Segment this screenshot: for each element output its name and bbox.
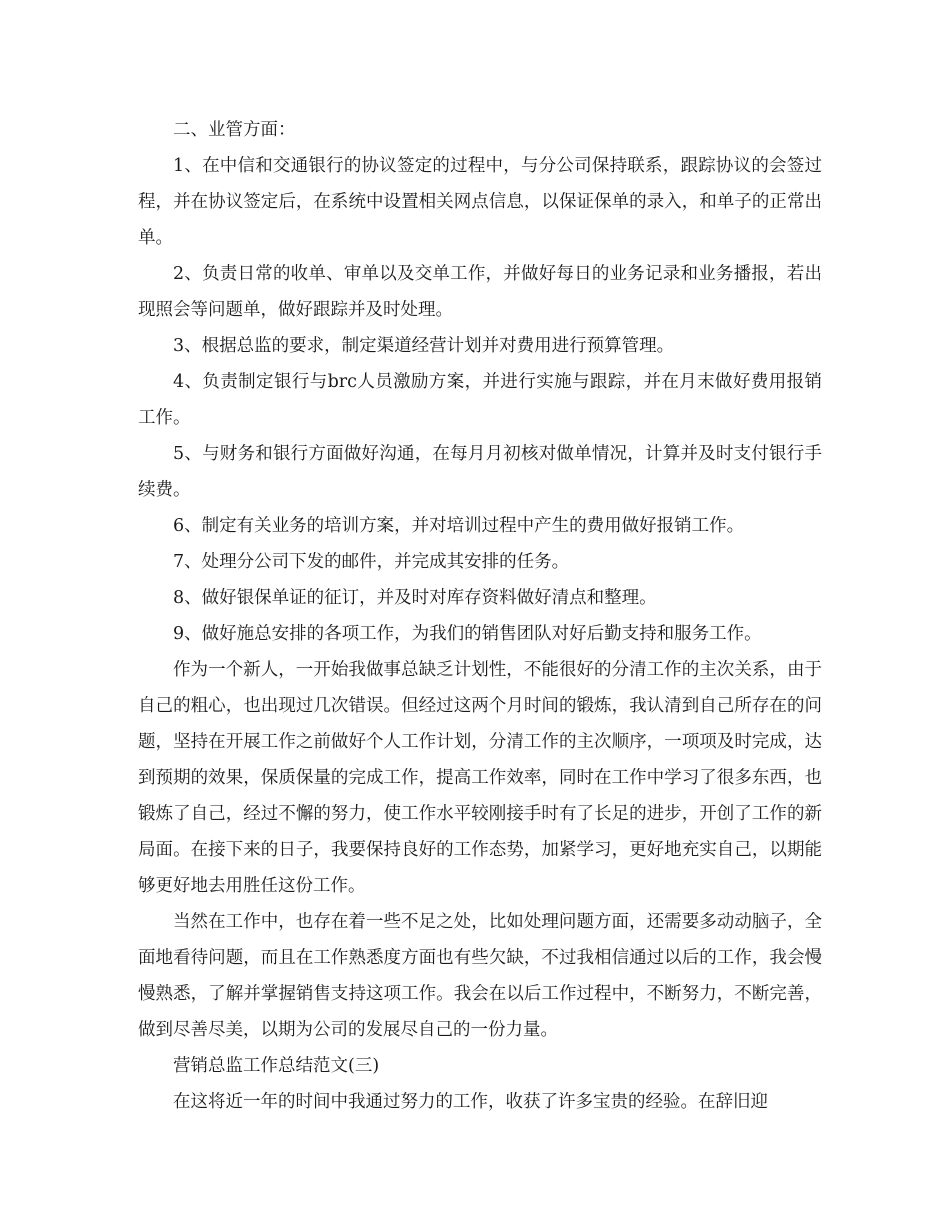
list-item: 4、负责制定银行与brc人员激励方案，并进行实施与跟踪，并在月末做好费用报销工作。 — [138, 372, 822, 428]
section-heading: 二、业管方面： — [173, 120, 296, 140]
list-item: 5、与财务和银行方面做好沟通，在每月月初核对做单情况，计算并及时支付银行手续费。 — [138, 444, 822, 500]
section-title: 营销总监工作总结范文(三) — [173, 1056, 380, 1076]
list-item: 7、处理分公司下发的邮件，并完成其安排的任务。 — [173, 552, 570, 572]
list-item: 2、负责日常的收单、审单以及交单工作，并做好每日的业务记录和业务播报，若出现照会等问题单，做好跟踪并及时处理。 — [138, 264, 822, 320]
body-paragraph: 作为一个新人，一开始我做事总缺乏计划性，不能很好的分清工作的主次关系，由于自己的粗心，也出现过几次错误。但经过这两个月时间的锻炼，我认清到自己所存在的问题，坚持在开展工作之前做好个人工作计划，分清工作的主次顺序，一项项及时完成，达到预期的效果，保质保量的完成工作，提高工作效率，同时在工作中学习了很多东西，也锻炼了自己，经过不懈的努力，使工作水平较刚接手时有了长足的进步，开创了工作的新局面。在接下来的日子，我要保持良好的工作态势，加紧学习，更好地充实自己，以期能够更好地去用胜任这份工作。 — [138, 660, 822, 896]
document-page — [138, 112, 822, 1120]
list-item: 6、制定有关业务的培训方案，并对培训过程中产生的费用做好报销工作。 — [173, 516, 745, 536]
list-item: 3、根据总监的要求，制定渠道经营计划并对费用进行预算管理。 — [173, 336, 675, 356]
list-item: 9、做好施总安排的各项工作，为我们的销售团队对好后勤支持和服务工作。 — [173, 624, 762, 644]
list-item: 8、做好银保单证的征订，并及时对库存资料做好清点和整理。 — [173, 588, 657, 608]
body-paragraph: 当然在工作中，也存在着一些不足之处，比如处理问题方面，还需要多动动脑子，全面地看待问题，而且在工作熟悉度方面也有些欠缺，不过我相信通过以后的工作，我会慢慢熟悉，了解并掌握销售支持这项工作。我会在以后工作过程中，不断努力，不断完善，做到尽善尽美，以期为公司的发展尽自己的一份力量。 — [138, 912, 822, 1040]
list-item: 1、在中信和交通银行的协议签定的过程中，与分公司保持联系，跟踪协议的会签过程，并在协议签定后，在系统中设置相关网点信息，以保证保单的录入，和单子的正常出单。 — [138, 156, 822, 248]
body-paragraph: 在这将近一年的时间中我通过努力的工作，收获了许多宝贵的经验。在辞旧迎 — [173, 1092, 768, 1112]
